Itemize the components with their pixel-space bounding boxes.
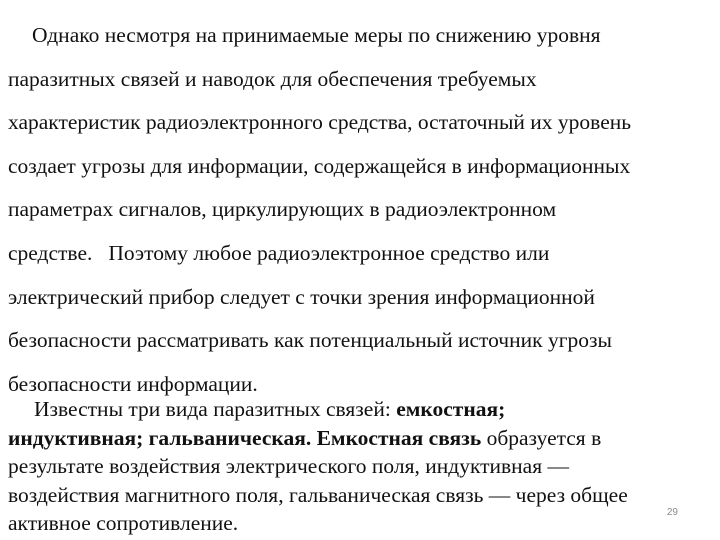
text-line: параметрах сигналов, циркулирующих в радиоэлектронном: [8, 197, 557, 222]
intro-text: Известны три вида паразитных связей:: [34, 397, 397, 421]
text-line: активное сопротивление.: [8, 511, 239, 535]
text-line: характеристик радиоэлектронного средства, остаточный их уровень: [8, 110, 632, 135]
page-number: 29: [666, 507, 678, 518]
sentence-start: Поэтому любое радиоэлектронное средство или: [108, 240, 550, 265]
text-line: воздействия магнитного поля, гальваническая связь — через общее: [8, 482, 628, 507]
text-line: паразитных связей и наводок для обеспечения требуемых: [8, 66, 537, 91]
bold-term: индуктивная; гальваническая. Емкостная связь: [8, 425, 482, 450]
text-line: [8, 395, 713, 424]
text-line: Однако несмотря на принимаемые меры по снижению уровня: [32, 23, 601, 47]
plain-text: образуется в: [481, 425, 602, 450]
bold-term: емкостная;: [396, 397, 506, 421]
text-line: результате воздействия электрического поля, индуктивная —: [8, 454, 569, 478]
text-line: электрический прибор следует с точки зрения информационной: [8, 284, 595, 309]
text-line: [8, 424, 713, 453]
text-line: безопасности рассматривать как потенциальный источник угрозы: [8, 328, 612, 353]
paragraph-coupling-types: [8, 395, 713, 538]
text-line: создает угрозы для информации, содержащейся в информационных: [8, 153, 631, 178]
text-line: [8, 232, 713, 276]
paragraph-residual-coupling: [8, 14, 713, 406]
sentence-end: средстве.: [8, 240, 93, 265]
text-line: безопасности информации.: [8, 371, 258, 396]
